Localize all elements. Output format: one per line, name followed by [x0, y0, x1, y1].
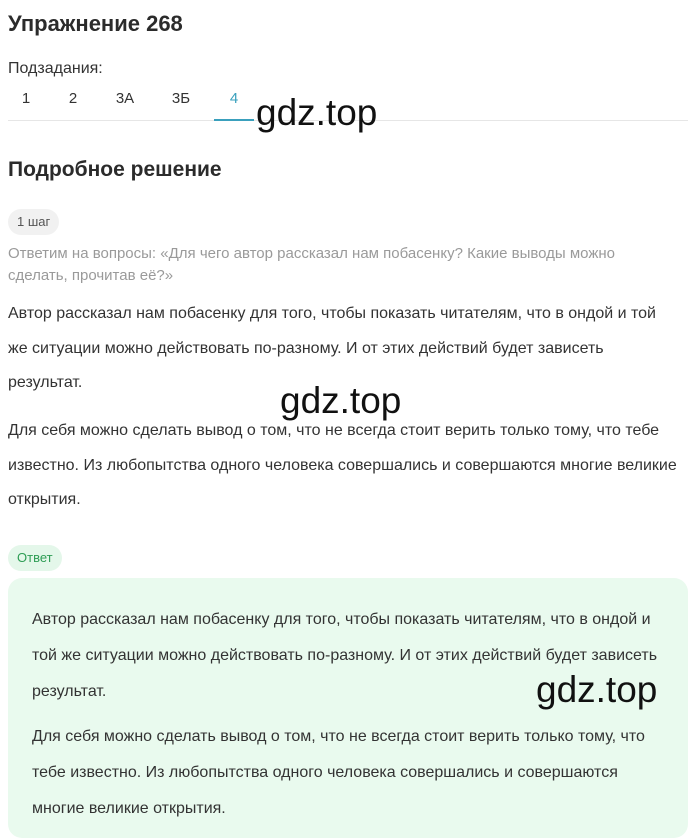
subtasks-label: Подзадания: — [8, 60, 103, 77]
watermark: gdz.top — [280, 380, 402, 421]
solution-title: Подробное решение — [8, 158, 222, 181]
answer-badge: Ответ — [8, 545, 62, 571]
tab-4[interactable]: 4 — [229, 90, 239, 107]
watermark: gdz.top — [536, 669, 658, 710]
answer-paragraph: Автор рассказал нам побасенку для того, чтобы показать читателям, что в ондой и той же ситуации можно действовать по-разному. И от этих действий будет зависеть результат. — [32, 611, 658, 700]
step-badge: 1 шаг — [8, 209, 59, 235]
tab-2[interactable]: 2 — [68, 90, 78, 107]
solution-paragraph: Для себя можно сделать вывод о том, что не всегда стоит верить только тому, что тебе известно. Из любопытства одного человека совершались и совершаются многие великие открытия. — [8, 422, 677, 508]
active-tab-indicator — [214, 119, 254, 121]
watermark: gdz.top — [256, 92, 378, 133]
solution-paragraph: Автор рассказал нам побасенку для того, чтобы показать читателям, что в ондой и той же ситуации можно действовать по-разному. И от этих действий будет зависеть результат. — [8, 305, 656, 391]
tab-3a[interactable]: 3А — [115, 90, 135, 107]
page-title: Упражнение 268 — [8, 11, 183, 36]
question-text: Ответим на вопросы: «Для чего автор рассказал нам побасенку? Какие выводы можно сделать, прочитав её?» — [8, 245, 616, 284]
answer-paragraph: Для себя можно сделать вывод о том, что не всегда стоит верить только тому, что тебе известно. Из любопытства одного человека совершались и совершаются многие великие открытия. — [32, 728, 645, 817]
tab-1[interactable]: 1 — [21, 90, 31, 107]
tab-3b[interactable]: 3Б — [171, 90, 191, 107]
